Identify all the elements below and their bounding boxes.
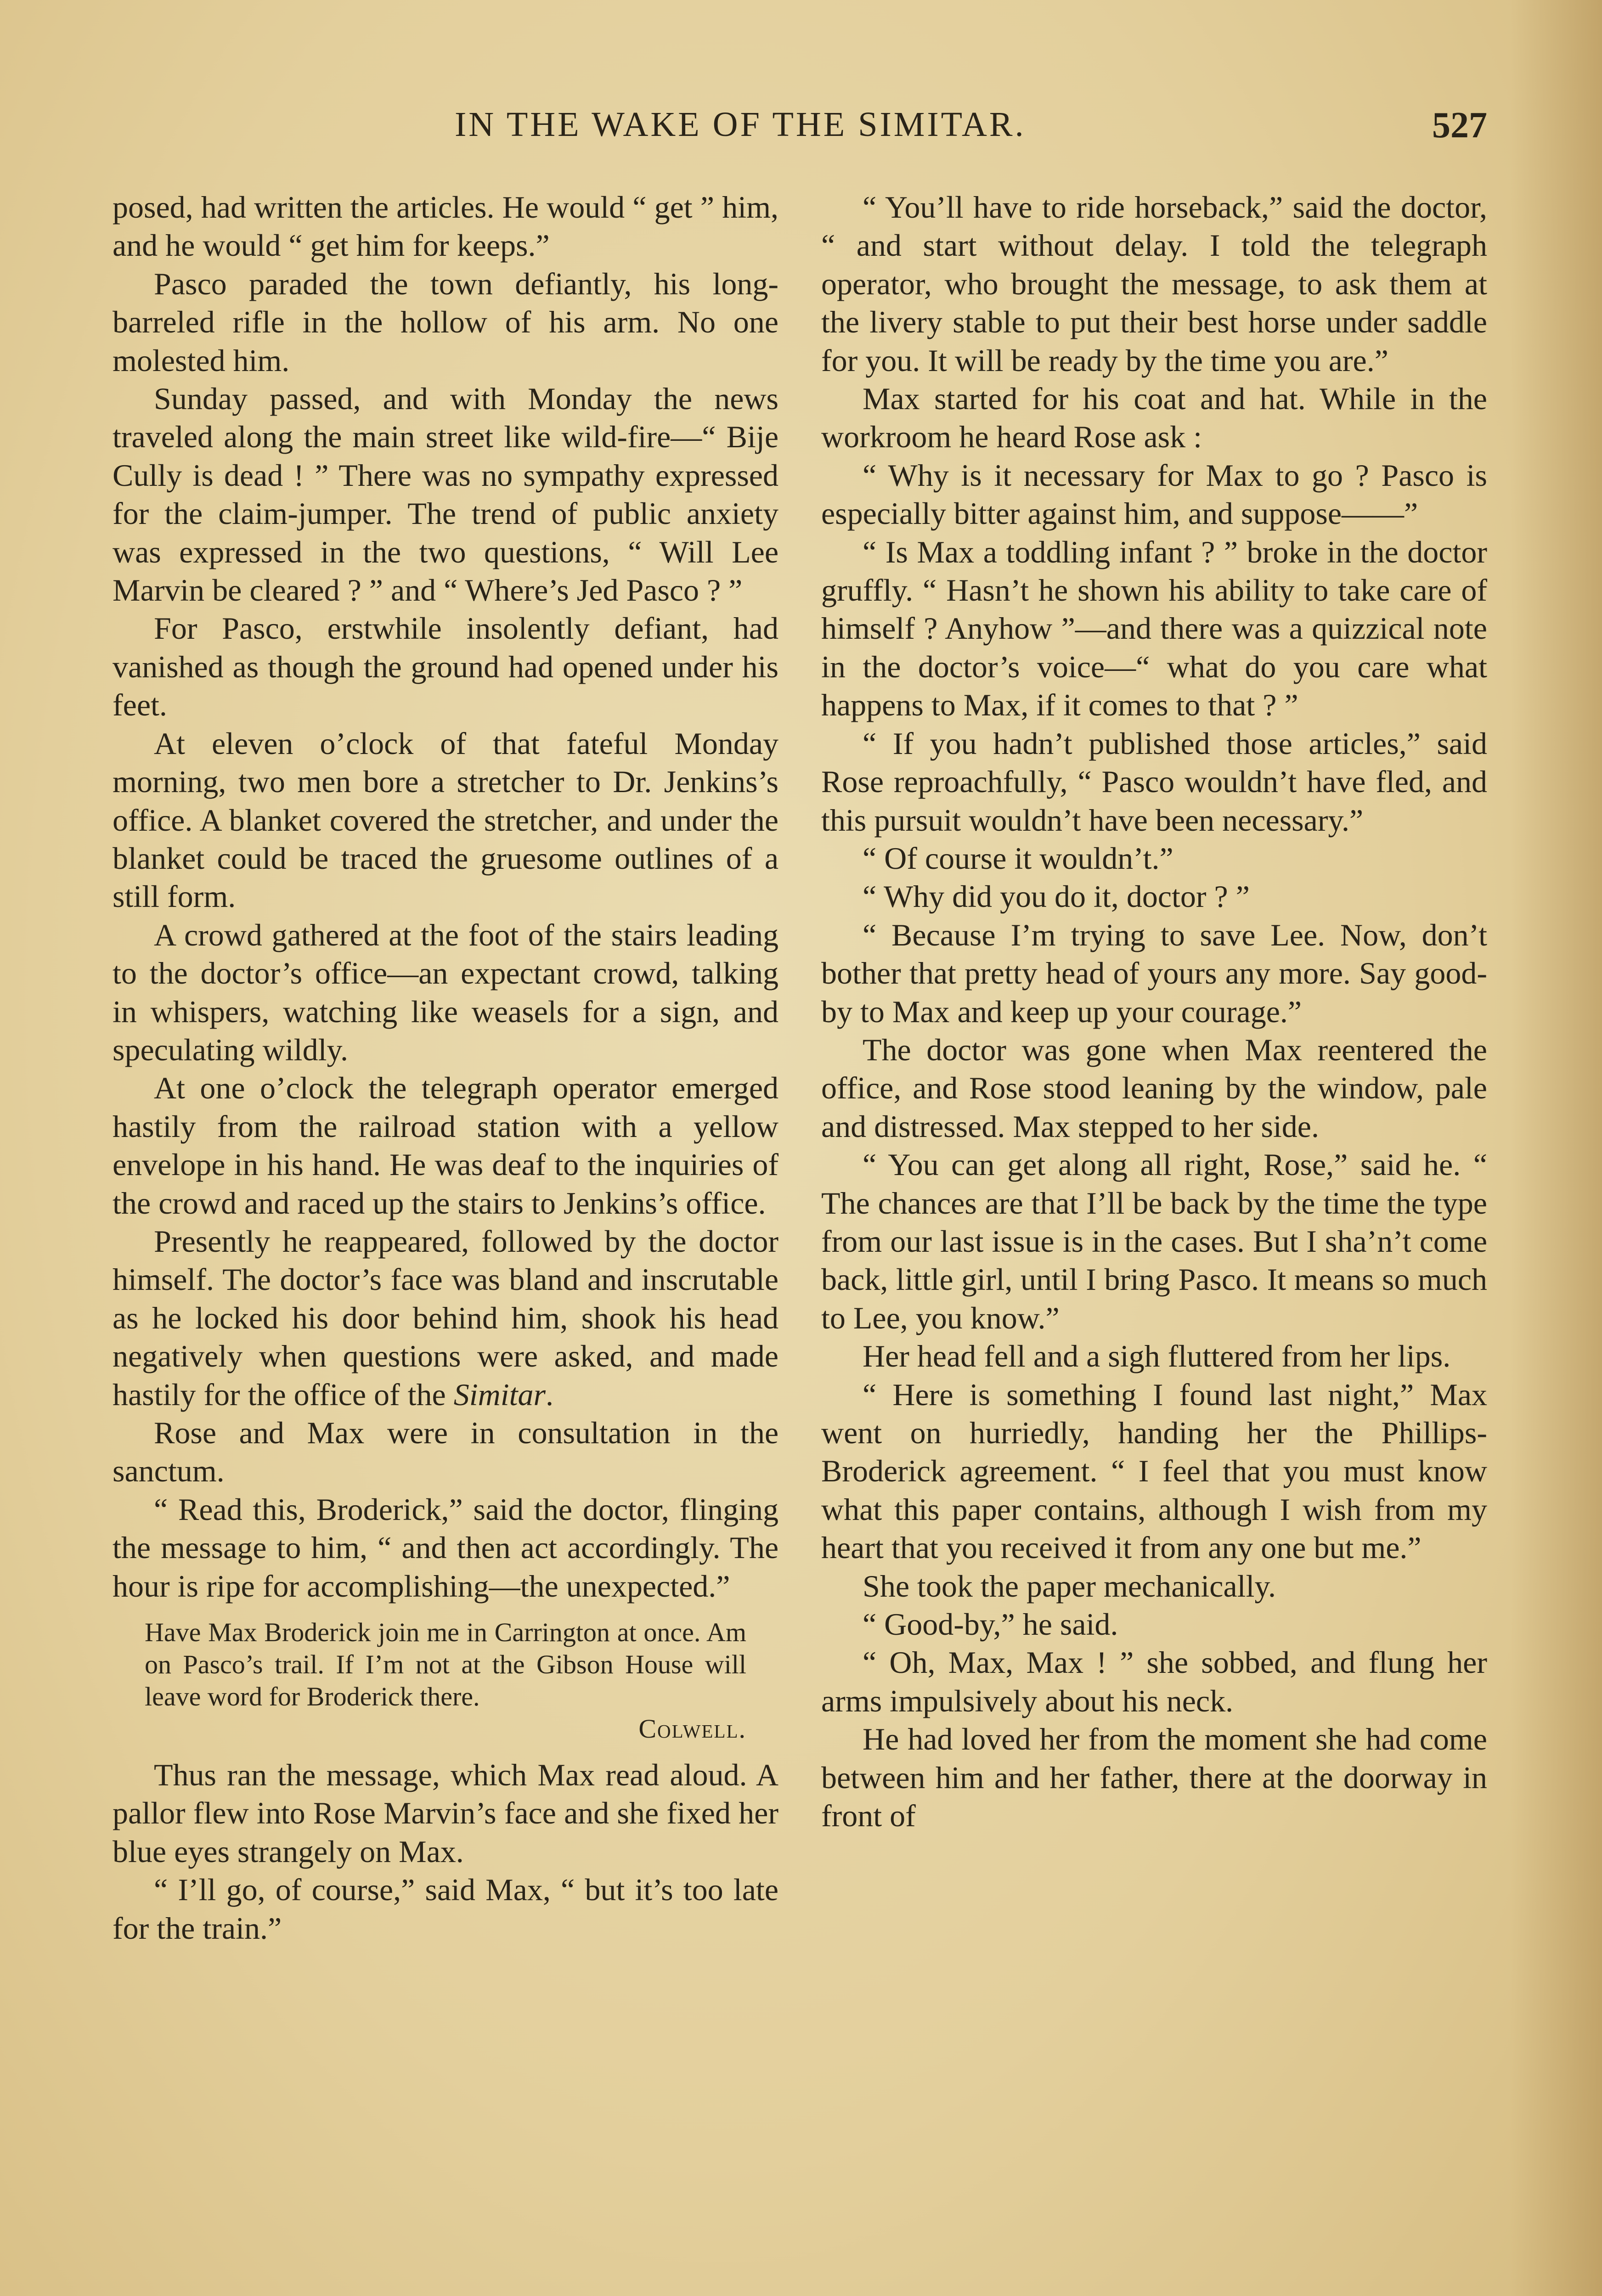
page-header: [115, 105, 1487, 155]
paragraph: “ I’ll go, of course,” said Max, “ but it’s too late for the train.”: [113, 1872, 778, 1946]
paragraph: [113, 1222, 778, 1414]
telegram-message: [113, 1616, 778, 1745]
running-title: IN THE WAKE OF THE SIMITAR.: [455, 105, 1026, 144]
telegram-signature: Colwell.: [638, 1714, 746, 1744]
paragraph: “ Why is it necessary for Max to go ? Pasco is especially bitter against him, and suppose——”: [821, 457, 1487, 531]
paragraph: A crowd gathered at the foot of the stairs leading to the doctor’s office—an expectant crowd, talking in whispers, watching like weasels for a sign, and speculating wildly.: [113, 917, 778, 1067]
paragraph: “ Here is something I found last night,” Max went on hurriedly, handing her the Phillips-Broderick agreement. “ I feel that you must know what this paper contains, although I wish from my heart that you received it from any one but me.”: [821, 1377, 1487, 1565]
paragraph: The doctor was gone when Max reentered the office, and Rose stood leaning by the window, pale and distressed. Max stepped to her side.: [821, 1032, 1487, 1144]
paragraph: He had loved her from the moment she had come between him and her father, there at the doorway in front of: [821, 1722, 1487, 1834]
paragraph: “ Read this, Broderick,” said the doctor, flinging the message to him, “ and then act accordingly. The hour is ripe for accomplishing—the unexpected.”: [113, 1491, 778, 1604]
paragraph: At one o’clock the telegraph operator emerged hastily from the railroad station with a yellow envelope in his hand. He was deaf to the inquiries of the crowd and raced up the stairs to Jenkins’s office.: [113, 1070, 778, 1221]
paragraph: For Pasco, erstwhile insolently defiant, had vanished as though the ground had opened under his feet.: [113, 611, 778, 723]
paragraph-text: Presently he reappeared, followed by the doctor himself. The doctor’s face was bland and inscrutable as he locked his door behind him, shook his head negatively when questions were asked, and made hastily for the office of the: [113, 1223, 778, 1412]
left-column: [113, 188, 778, 1947]
paragraph: Her head fell and a sigh fluttered from her lips.: [863, 1339, 1451, 1374]
paragraph: Thus ran the message, which Max read aloud. A pallor flew into Rose Marvin’s face and she fixed her blue eyes strangely on Max.: [113, 1757, 778, 1869]
paragraph: Sunday passed, and with Monday the news traveled along the main street like wild-fire—“ Bije Cully is dead ! ” There was no sympathy expressed for the claim-jumper. The trend of public anxiety was expressed in the two questions, “ Will Lee Marvin be cleared ? ” and “ Where’s Jed Pasco ? ”: [113, 381, 778, 608]
right-column: [821, 188, 1487, 1835]
paragraph: Pasco paraded the town defiantly, his long-barreled rifle in the hollow of his arm. No one molested him.: [113, 266, 778, 378]
paragraph-text: .: [545, 1377, 553, 1412]
paragraph: She took the paper mechanically.: [863, 1568, 1276, 1604]
newspaper-name: Simitar: [453, 1377, 546, 1412]
paragraph: “ Of course it wouldn’t.”: [863, 840, 1173, 876]
paragraph: “ Is Max a toddling infant ? ” broke in the doctor gruffly. “ Hasn’t he shown his ability to take care of himself ? Anyhow ”—and there was a quizzical note in the doctor’s voice—“ what do you care what happens to Max, if it comes to that ? ”: [821, 534, 1487, 723]
paragraph: Max started for his coat and hat. While in the workroom he heard Rose ask :: [821, 381, 1487, 455]
telegram-text: Have Max Broderick join me in Carrington at once. Am on Pasco’s trail. If I’m not at the Gibson House will leave word for Broderick there.: [145, 1617, 746, 1712]
paragraph: “ You can get along all right, Rose,” said he. “ The chances are that I’ll be back by the time the type from our last issue is in the cases. But I sha’n’t come back, little girl, until I bring Pasco. It means so much to Lee, you know.”: [821, 1147, 1487, 1335]
paragraph: “ Oh, Max, Max ! ” she sobbed, and flung her arms impulsively about his neck.: [821, 1645, 1487, 1718]
page-number: 527: [1432, 105, 1487, 146]
paragraph: “ If you hadn’t published those articles,” said Rose reproachfully, “ Pasco wouldn’t have fled, and this pursuit wouldn’t have been necessary.”: [821, 726, 1487, 838]
paragraph: “ You’ll have to ride horseback,” said the doctor, “ and start without delay. I told the telegraph operator, who brought the message, to ask them at the livery stable to put their best horse under saddle for you. It will be ready by the time you are.”: [821, 190, 1487, 378]
paragraph: posed, had written the articles. He would “ get ” him, and he would “ get him for keeps.”: [113, 190, 778, 263]
page-edge-shadow: [1510, 0, 1602, 2296]
paragraph: “ Because I’m trying to save Lee. Now, don’t bother that pretty head of yours any more. Say good-by to Max and keep up your courage.”: [821, 917, 1487, 1029]
paragraph: Rose and Max were in consultation in the sanctum.: [113, 1415, 778, 1489]
paragraph: “ Why did you do it, doctor ? ”: [863, 879, 1250, 914]
paragraph: “ Good-by,” he said.: [863, 1607, 1118, 1642]
paragraph: At eleven o’clock of that fateful Monday morning, two men bore a stretcher to Dr. Jenkins’s office. A blanket covered the stretcher, and under the blanket could be traced the gruesome outlines of a still form.: [113, 726, 778, 914]
